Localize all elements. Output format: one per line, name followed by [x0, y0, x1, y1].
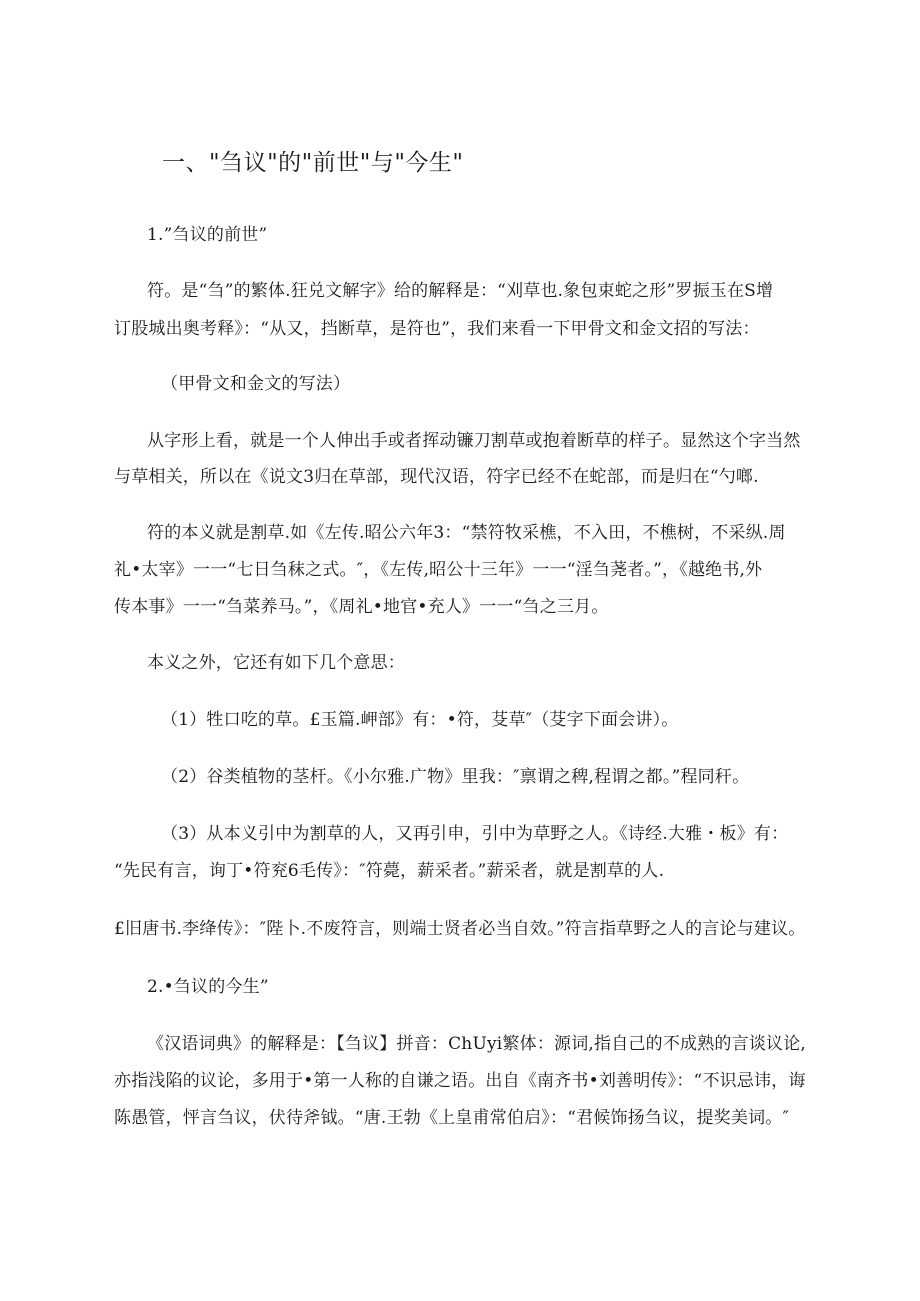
paragraph-line: 与草相关，所以在《说文3归在草部，现代汉语，符字已经不在蛇部，而是归在“勺啷.	[114, 467, 759, 487]
section-heading: 一、"刍议"的"前世"与"今生"	[162, 150, 464, 176]
paragraph-line: 本义之外，它还有如下几个意思：	[147, 653, 405, 673]
paragraph-line: 符。是“刍”的繁体.狂兑文解字》给的解释是：“刈草也.象包束蛇之形”罗振玉在S增	[147, 281, 774, 301]
subsection-title-1: 1.”刍议的前世”	[147, 225, 268, 245]
subsection-title-2: 2.•刍议的今生”	[147, 977, 269, 997]
paragraph-line: 《汉语词典》的解释是：【刍议】拼音：ChUyi繁体：源词,指自己的不成熟的言谈议论,	[147, 1034, 807, 1054]
meaning-item-1: （1）牲口吃的草。£玉篇.岬部》有：•符，芟草″（芟字下面会讲）。	[161, 710, 679, 730]
paragraph-line: 礼•太宰》一一“七日刍秣之式。″，《左传,昭公十三年》一一“淫刍荛者。”，《越绝书,外	[114, 560, 763, 580]
paragraph-line: 订股城出奥考释》：“从又，挡断草，是符也”，我们来看一下甲骨文和金文招的写法：	[114, 319, 760, 339]
meaning-item-3: （3）从本义引中为割草的人，又再引申，引中为草野之人。《诗经.大雅・板》有：	[161, 824, 789, 844]
figure-caption: （甲骨文和金文的写法）	[161, 374, 351, 394]
paragraph-line: 传本事》一一“刍菜养马。”，《周礼•地官•充人》一一“刍之三月。	[114, 597, 609, 617]
paragraph-line: 符的本义就是割草.如《左传.昭公六年3：“禁符牧采樵，不入田，不樵树，不采纵.周	[147, 523, 786, 543]
paragraph-line: 亦指浅陷的议论，多用于•第一人称的自谦之语。出自《南齐书•刘善明传》：“不识忌讳，诲	[114, 1071, 806, 1091]
paragraph-line: “先民有言，询丁•符兖6毛传》：″符薨，薪采者。”薪采者，就是割草的人.	[114, 861, 665, 881]
paragraph-line: 从字形上看，就是一个人伸出手或者挥动镰刀割草或抱着断草的样子。显然这个字当然	[147, 431, 801, 451]
paragraph-line: £旧唐书.李绛传》：″陛卜.不废符言，则端士贤者必当自效。”符言指草野之人的言论与建议。	[114, 919, 806, 939]
meaning-item-2: （2）谷类植物的茎杆。《小尔雅.广物》里我：″禀谓之稗,程谓之都。”程同秆。	[161, 767, 750, 787]
paragraph-line: 陈愚管，怦言刍议，伏待斧钺。“唐.王勃《上皇甫常伯启》：“君候饰扬刍议，提奖美词。″	[114, 1108, 790, 1128]
